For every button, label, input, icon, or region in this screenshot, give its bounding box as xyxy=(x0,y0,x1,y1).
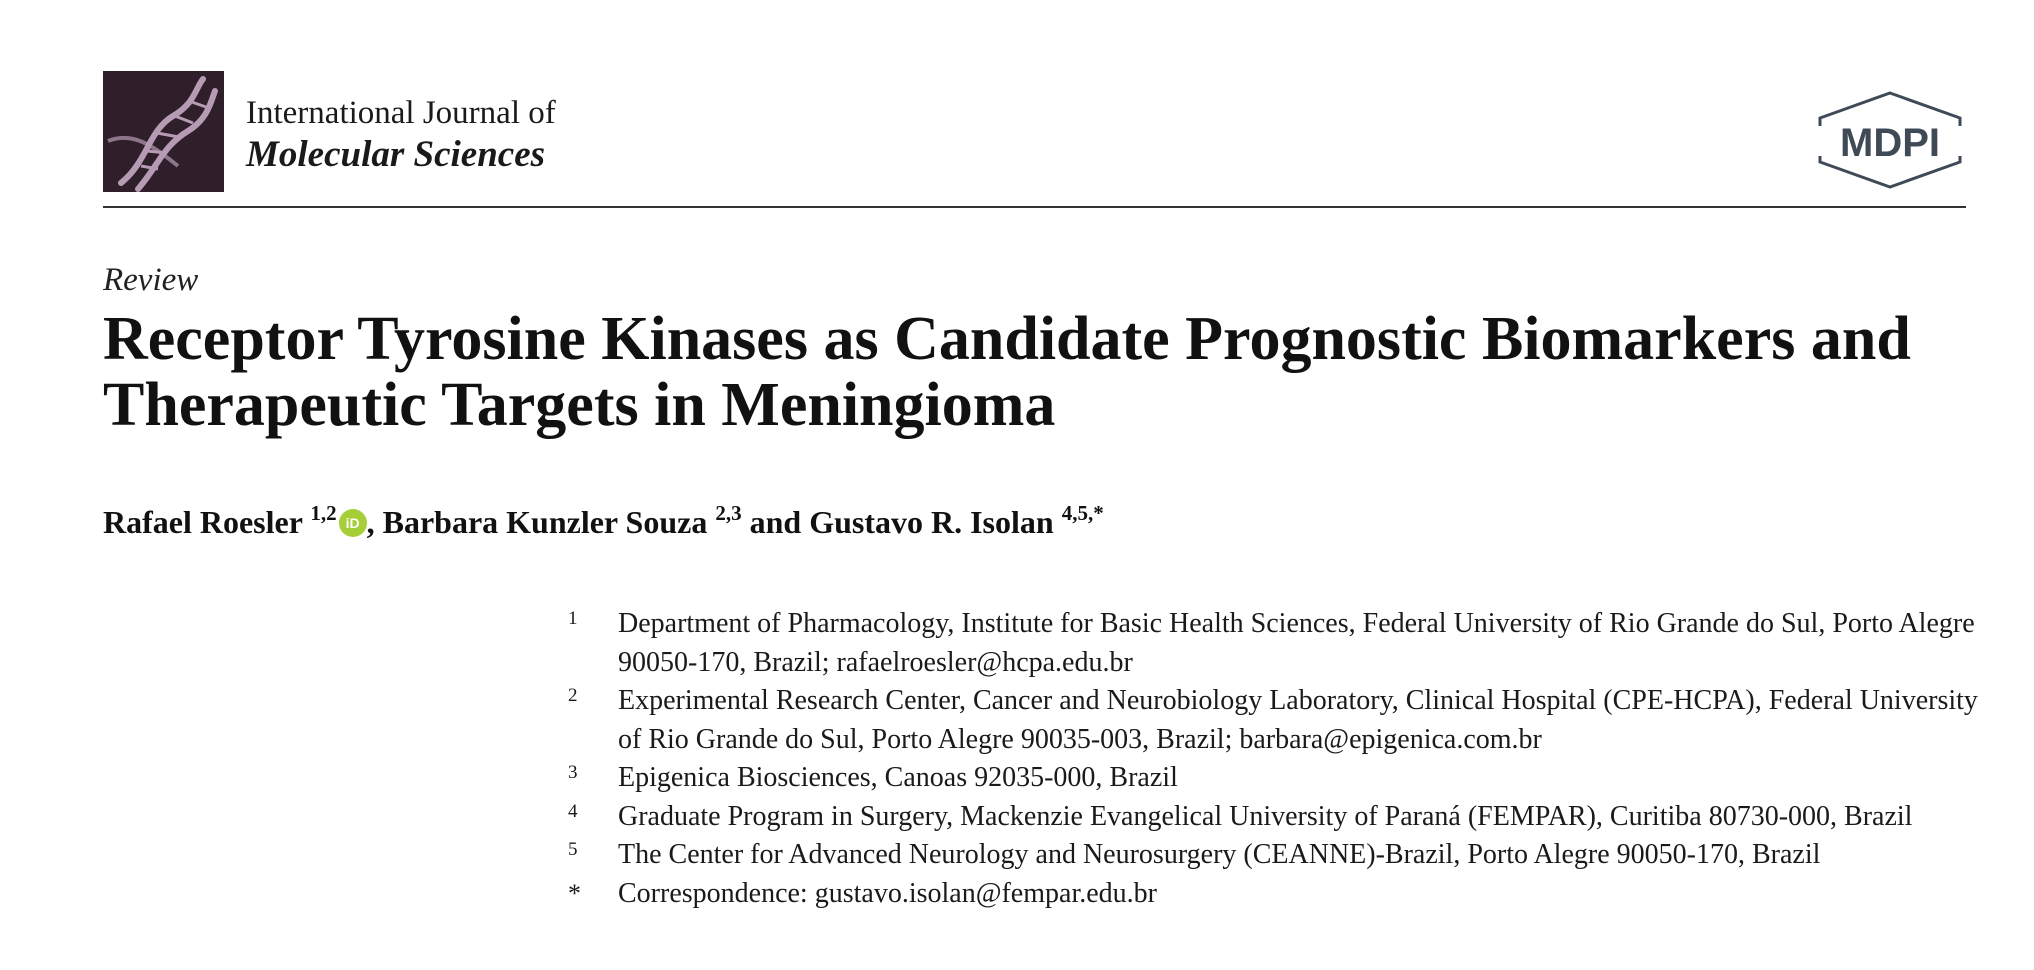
orcid-icon[interactable]: iD xyxy=(339,509,367,537)
author-separator: , xyxy=(366,504,383,540)
journal-name-line1: International Journal of xyxy=(246,95,556,131)
affiliation-text: Experimental Research Center, Cancer and Neurobiology Laboratory, Clinical Hospital (CPE-HCPA), Federal University of Rio Grande do Sul, Porto Alegre 90035-003, Brazil; barbara@epigenica.com.br xyxy=(618,685,1978,755)
affiliation-marker: 1 xyxy=(568,608,578,629)
author-list xyxy=(103,501,1104,541)
affiliation-item xyxy=(565,759,1985,798)
affiliation-item xyxy=(565,836,1985,875)
author-name: Barbara Kunzler Souza xyxy=(382,504,708,540)
author-affiliation-sup: 2,3 xyxy=(715,501,742,525)
author-name: Rafael Roesler xyxy=(103,504,303,540)
article-type: Review xyxy=(103,262,199,298)
affiliation-text: The Center for Advanced Neurology and Neurosurgery (CEANNE)-Brazil, Porto Alegre 90050-170, Brazil xyxy=(618,839,1821,870)
journal-name xyxy=(246,92,556,176)
author-name: Gustavo R. Isolan xyxy=(809,504,1054,540)
affiliation-marker: 4 xyxy=(568,800,578,822)
affiliation-text: Graduate Program in Surgery, Mackenzie Evangelical University of Paraná (FEMPAR), Curitiba 80730-000, Brazil xyxy=(618,800,1913,832)
affiliation-marker: * xyxy=(568,878,581,908)
affiliation-list xyxy=(565,605,1985,913)
affiliation-item xyxy=(565,798,1985,837)
correspondence-item xyxy=(565,875,1985,914)
affiliation-text: Epigenica Biosciences, Canoas 92035-000, Brazil xyxy=(618,762,1178,793)
author-affiliation-sup: 4,5,* xyxy=(1061,501,1104,525)
dna-helix-icon xyxy=(103,71,224,192)
affiliation-marker: 3 xyxy=(568,762,578,783)
author-affiliation-sup: 1,2 xyxy=(310,501,337,525)
mdpi-logo-text: MDPI xyxy=(1840,121,1940,165)
header-divider xyxy=(103,206,1966,208)
article-title: Receptor Tyrosine Kinases as Candidate Prognostic Biomarkers and Therapeutic Targets in Meningioma xyxy=(103,305,1911,439)
correspondence-text: Correspondence: gustavo.isolan@fempar.edu.br xyxy=(618,877,1157,909)
affiliation-text: Department of Pharmacology, Institute for Basic Health Sciences, Federal University of Rio Grande do Sul, Porto Alegre 90050-170, Brazil; rafaelroesler@hcpa.edu.br xyxy=(618,608,1975,678)
author-separator: and xyxy=(741,504,810,540)
journal-name-line2: Molecular Sciences xyxy=(246,134,546,175)
affiliation-marker: 2 xyxy=(568,685,578,706)
affiliation-marker: 5 xyxy=(568,839,578,860)
affiliation-item xyxy=(565,682,1985,759)
journal-logo xyxy=(103,71,224,192)
affiliation-item xyxy=(565,605,1985,682)
mdpi-logo xyxy=(1814,90,1967,190)
